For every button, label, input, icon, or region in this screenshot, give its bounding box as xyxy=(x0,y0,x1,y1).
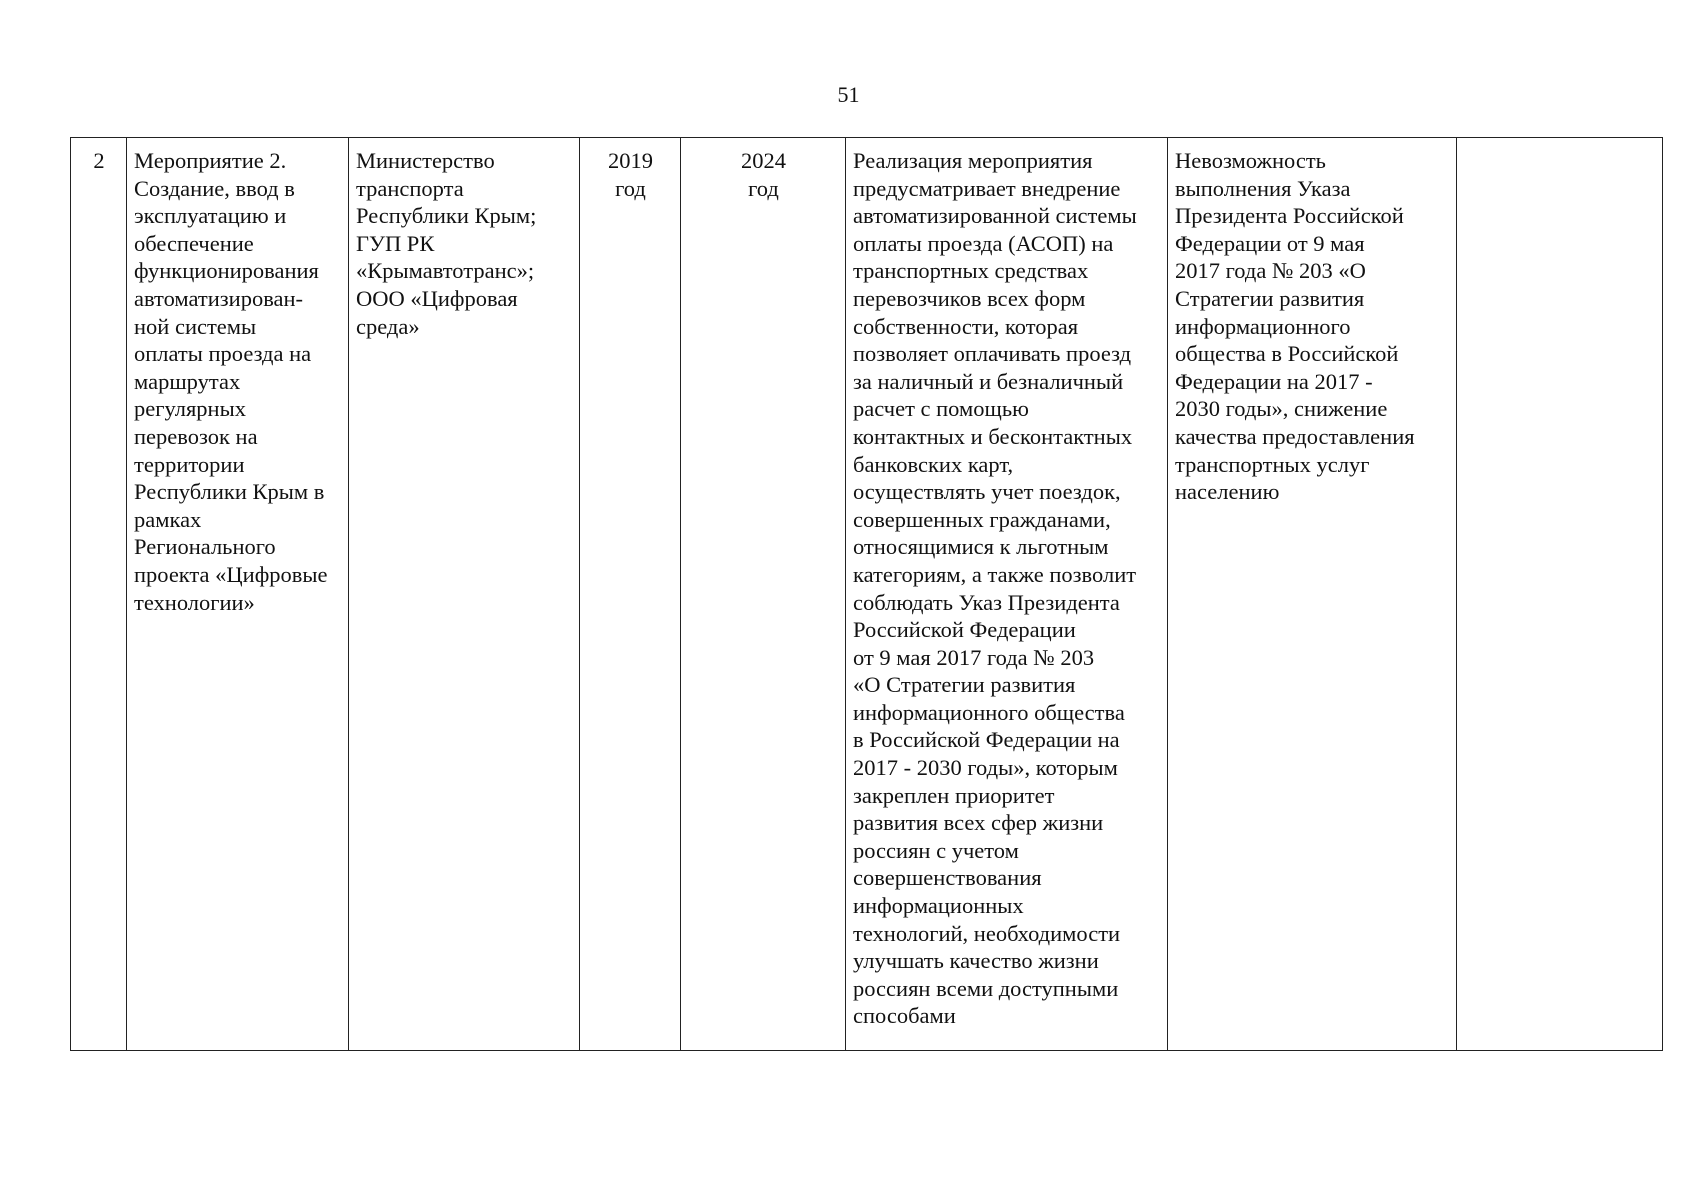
end-year-cell xyxy=(681,138,846,1051)
text-line: технологии» xyxy=(134,589,255,615)
text-line: информационного xyxy=(1175,313,1351,339)
expected-result-cell xyxy=(846,138,1168,1051)
text-line: соблюдать Указ Президента xyxy=(853,589,1120,615)
row-number-cell xyxy=(71,138,127,1051)
text-line: Невозможность xyxy=(1175,148,1326,173)
text-line: транспортных средствах xyxy=(853,258,1089,284)
text-line: транспортных услуг xyxy=(1175,451,1370,477)
text-line: «Крымавтотранс»; xyxy=(356,258,535,284)
start-year-cell xyxy=(580,138,681,1051)
text-line: перевозок на xyxy=(134,423,258,449)
text-line: категориям, а также позволит xyxy=(853,561,1137,587)
text-line: предусматривает внедрение xyxy=(853,175,1121,201)
text-line: контактных и бесконтактных xyxy=(853,423,1133,449)
text-line: развития всех сфер жизни xyxy=(853,810,1104,836)
text-line: проекта «Цифровые xyxy=(134,561,328,587)
text-line: банковских карт, xyxy=(853,451,1014,477)
text-line: Министерство xyxy=(356,148,495,173)
text-line: оплаты проезда (АСОП) на xyxy=(853,230,1114,256)
executor-cell xyxy=(349,138,580,1051)
text-line: ООО «Цифровая xyxy=(356,285,518,311)
text-line: 2017 - 2030 годы», которым xyxy=(853,755,1118,781)
text-line: качества предоставления xyxy=(1175,423,1415,449)
text-line: ной системы xyxy=(134,313,257,339)
text-line: функционирования xyxy=(134,258,319,284)
page-number: 51 xyxy=(837,82,860,107)
text-line: общества в Российской xyxy=(1175,341,1399,367)
end-year: 2024 xyxy=(741,148,786,173)
text-line: транспорта xyxy=(356,175,464,201)
text-line: собственности, которая xyxy=(853,313,1079,339)
text-line: за наличный и безналичный xyxy=(853,368,1124,394)
text-line: технологий, необходимости xyxy=(853,920,1121,946)
text-line: информационного общества xyxy=(853,699,1125,725)
empty-cell xyxy=(1457,138,1663,1051)
start-year-unit: год xyxy=(615,175,646,201)
text-line: относящимися к льготным xyxy=(853,534,1109,560)
text-line: оплаты проезда на xyxy=(134,341,312,367)
row-number: 2 xyxy=(93,148,105,173)
text-line: маршрутах xyxy=(134,368,241,394)
text-line: населению xyxy=(1175,479,1280,505)
text-line: рамках xyxy=(134,506,202,532)
text-line: россиян с учетом xyxy=(853,837,1019,863)
text-line: Федерации на 2017 - xyxy=(1175,368,1373,394)
text-line: россиян всеми доступными xyxy=(853,975,1119,1001)
text-line: Создание, ввод в xyxy=(134,175,295,201)
end-year-unit: год xyxy=(748,175,779,201)
text-line: от 9 мая 2017 года № 203 xyxy=(853,644,1095,670)
text-line: регулярных xyxy=(134,396,246,422)
text-line: закреплен приоритет xyxy=(853,782,1055,808)
document-table xyxy=(70,137,1663,1051)
text-line: автоматизирован- xyxy=(134,285,304,311)
text-line: улучшать качество жизни xyxy=(853,948,1099,974)
text-line: обеспечение xyxy=(134,230,254,256)
table-row xyxy=(71,138,1663,1051)
text-line: информационных xyxy=(853,893,1024,919)
text-line: автоматизированной системы xyxy=(853,203,1137,229)
text-line: эксплуатацию и xyxy=(134,203,287,229)
text-line: Республики Крым в xyxy=(134,479,325,505)
consequence-cell xyxy=(1168,138,1457,1051)
text-line: 2017 года № 203 «О xyxy=(1175,258,1366,284)
text-line: Мероприятие 2. xyxy=(134,148,287,173)
text-line: в Российской Федерации на xyxy=(853,727,1120,753)
text-line: совершенных гражданами, xyxy=(853,506,1111,532)
text-line: Регионального xyxy=(134,534,276,560)
start-year: 2019 xyxy=(608,148,653,173)
text-line: расчет с помощью xyxy=(853,396,1029,422)
text-line: 2030 годы», снижение xyxy=(1175,396,1388,422)
text-line: Республики Крым; xyxy=(356,203,537,229)
text-line: перевозчиков всех форм xyxy=(853,285,1086,311)
text-line: Реализация мероприятия xyxy=(853,148,1093,173)
activity-cell xyxy=(127,138,349,1051)
text-line: «О Стратегии развития xyxy=(853,672,1076,698)
text-line: осуществлять учет поездок, xyxy=(853,479,1121,505)
text-line: ГУП РК xyxy=(356,230,435,256)
text-line: среда» xyxy=(356,313,420,339)
text-line: Президента Российской xyxy=(1175,203,1404,229)
text-line: Российской Федерации xyxy=(853,617,1076,643)
text-line: Стратегии развития xyxy=(1175,285,1365,311)
text-line: позволяет оплачивать проезд xyxy=(853,341,1132,367)
text-line: совершенствования xyxy=(853,865,1042,891)
text-line: способами xyxy=(853,1003,956,1029)
text-line: выполнения Указа xyxy=(1175,175,1351,201)
text-line: Федерации от 9 мая xyxy=(1175,230,1365,256)
text-line: территории xyxy=(134,451,245,477)
